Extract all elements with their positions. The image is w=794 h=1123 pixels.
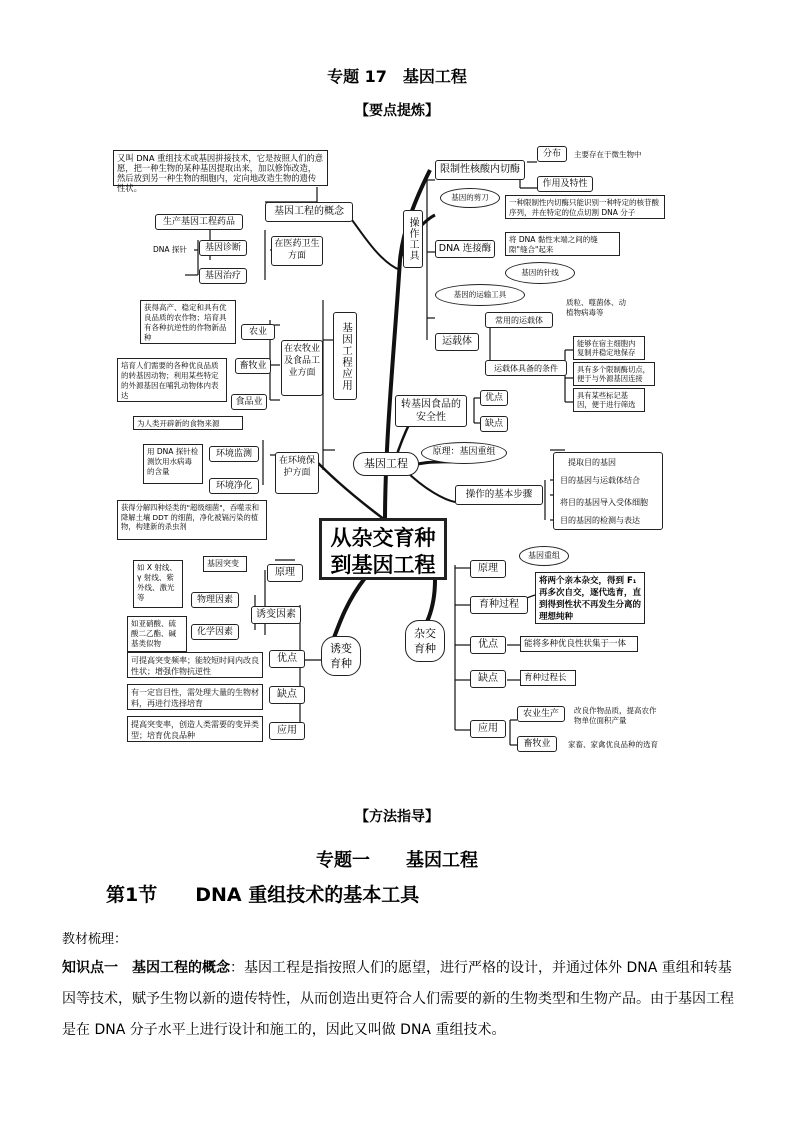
- diagnosis-node: 基因诊断: [199, 240, 247, 256]
- medicine-top-node: 生产基因工程药品: [155, 214, 243, 230]
- mut-pros-node: 优点: [269, 650, 305, 668]
- mut-factors-node: 诱变因素: [251, 606, 301, 624]
- ge-principle-cloud: 原理：基因重组: [421, 442, 507, 464]
- common-vector-node: 常用的运载体: [485, 312, 553, 328]
- vector-condition-2: 具有多个限制酶切点，便于与外源基因连接: [573, 362, 655, 386]
- step-2: 目的基因与运载体结合: [557, 474, 661, 488]
- knowledge-point-body: ：基因工程是指按照人们的愿望，进行严格的设计，并通过体外 DNA 重组和转基因等技术，赋予生物以新的遗传特性，从而创造出更符合人们需要的新的生物类型和生物产品。由于基因工程是在 DNA 分子水平上进行设计和施工的，因此又叫做 DNA 重组技术。: [62, 960, 734, 1038]
- scissors-cloud: 基因的剪刀: [440, 188, 500, 208]
- hyb-animal-node: 畜牧业: [517, 736, 557, 752]
- hyb-app-node: 应用: [470, 720, 506, 738]
- chem-note: 如亚硝酸、硫酸二乙酯、碱基类似物: [127, 616, 187, 652]
- medicine-node: 在医药卫生方面: [271, 236, 323, 266]
- safety-node: 转基因食品的安全性: [395, 395, 467, 427]
- concept-node: 基因工程的概念: [265, 202, 353, 222]
- ligase-note: 将 DNA 黏性末端之间的缝隙"缝合"起来: [505, 232, 620, 256]
- therapy-node: 基因治疗: [199, 268, 247, 284]
- vector-condition-3: 具有某些标记基因，便于进行筛选: [573, 388, 645, 412]
- env-monitor-note: 用 DNA 探针检测饮用水病毒的含量: [143, 444, 203, 484]
- transport-cloud: 基因的运输工具: [435, 284, 525, 306]
- hyb-principle-cloud: 基因重组: [519, 546, 569, 566]
- mut-pros-note: 可提高突变频率；能较短时间内改良性状；增强作物抗逆性: [127, 652, 263, 678]
- distribution-node: 分布: [537, 146, 567, 162]
- hyb-pros-node: 优点: [470, 636, 506, 654]
- phys-note: 如 X 射线、γ 射线、紫外线、激光等: [133, 560, 183, 608]
- center-title: 从杂交育种到基因工程: [319, 518, 447, 580]
- hyb-agri-note: 改良作物品质，提高农作物单位面积产量: [571, 704, 665, 728]
- breeding-process-note: 将两个亲本杂交，得到 F₁ 再多次自交，逐代选育，直到得到性状不再发生分离的理想纯种: [535, 572, 645, 624]
- hyb-pros-note: 能将多种优良性状集于一体: [520, 636, 638, 652]
- vector-conditions-node: 运载体具备的条件: [485, 360, 567, 376]
- knowledge-point-paragraph: [62, 953, 736, 1046]
- food-node: 食品业: [231, 394, 267, 410]
- text-label: 教材梳理：: [62, 932, 128, 947]
- agri-food-node: 在农牧业及食品工业方面: [281, 340, 323, 396]
- application-node: 基因工程应用: [333, 312, 357, 400]
- ge-node: 基因工程: [353, 452, 419, 476]
- animal-note: 培育人们需要的各种优良品质的转基因动物；利用某些特定的外源基因在哺乳动物体内表达: [117, 358, 227, 402]
- concept-note: 又叫 DNA 重组技术或基因拼接技术，它是按照人们的意愿，把一种生物的某种基因提取出来，加以修饰改造，然后放到另一种生物的细胞内，定向地改造生物的遗传性状。: [113, 150, 328, 186]
- hyb-principle-node: 原理: [470, 560, 506, 578]
- safety-pros: 优点: [480, 390, 508, 406]
- mut-cons-note: 有一定盲目性，需处理大量的生物材料，再进行选择培育: [127, 684, 263, 710]
- vector-condition-1: 能够在宿主细胞内复制并稳定地保存: [573, 336, 645, 360]
- ligase-node: DNA 连接酶: [435, 240, 495, 258]
- step-1: 提取目的基因: [565, 456, 655, 470]
- env-clean-node: 环境净化: [209, 478, 259, 494]
- mut-principle-node: 原理: [267, 564, 303, 582]
- step-3: 将目的基因导入受体细胞: [557, 496, 661, 510]
- section-heading-method: 【方法指导】: [355, 809, 439, 825]
- topic-heading: 专题一 基因工程: [316, 850, 478, 871]
- phys-node: 物理因素: [191, 592, 239, 608]
- knowledge-point-title: 知识点一 基因工程的概念: [62, 960, 230, 976]
- mut-app-note: 提高突变率，创造人类需要的变异类型；培育优良品种: [127, 716, 263, 742]
- hyb-cons-node: 缺点: [470, 670, 506, 688]
- food-note: 为人类开辟新的食物来源: [133, 416, 243, 430]
- enzyme-node: 限制性核酸内切酶: [435, 160, 525, 180]
- agri-note: 获得高产、稳定和具有优良品质的农作物；培育具有各种抗逆性的作物新品种: [140, 300, 236, 344]
- animal-node: 畜牧业: [235, 358, 271, 374]
- vector-node: 运载体: [435, 333, 479, 351]
- hyb-agri-node: 农业生产: [517, 706, 565, 722]
- steps-node: 操作的基本步骤: [455, 485, 543, 505]
- hyb-animal-note: 家畜、家禽优良品种的选育: [565, 738, 673, 752]
- env-monitor-node: 环境监测: [209, 446, 259, 462]
- chapter-heading: 第1节 DNA 重组技术的基本工具: [106, 884, 420, 906]
- hyb-cons-note: 育种过程长: [520, 670, 576, 686]
- common-vector-note: 质粒、噬菌体、动植物病毒等: [563, 296, 629, 328]
- step-4: 目的基因的检测与表达: [557, 514, 661, 528]
- mind-map: [95, 140, 678, 757]
- section-heading-key-points: 【要点提炼】: [355, 103, 439, 119]
- distribution-note: 主要存在于微生物中: [571, 148, 663, 162]
- mutation-node: 诱变育种: [321, 636, 361, 676]
- chem-node: 化学因素: [191, 624, 239, 640]
- env-protect-node: 在环境保护方面: [275, 452, 319, 494]
- breeding-process-node: 育种过程: [470, 596, 528, 614]
- mut-cons-node: 缺点: [269, 686, 305, 704]
- env-clean-note: 获得分解四种烃类的"超级细菌"，吞噬汞和降解土壤 DDT 的细菌，净化被镉污染的植物，构建新的杀虫剂: [117, 500, 267, 540]
- hybrid-node: 杂交育种: [405, 620, 445, 662]
- tools-node: 操作工具: [403, 210, 423, 268]
- mut-principle-note: 基因突变: [203, 556, 247, 572]
- doc-title: 专题 17 基因工程: [327, 67, 467, 86]
- action-node: 作用及特性: [537, 176, 593, 192]
- safety-cons: 缺点: [480, 416, 508, 432]
- dna-probe-label: DNA 探针: [150, 243, 194, 257]
- mut-app-node: 应用: [269, 722, 305, 740]
- enzyme-note: 一种限制性内切酶只能识别一种特定的核苷酸序列，并在特定的位点切割 DNA 分子: [505, 195, 665, 219]
- agri-node: 农业: [241, 324, 275, 340]
- needle-cloud: 基因的针线: [505, 262, 575, 284]
